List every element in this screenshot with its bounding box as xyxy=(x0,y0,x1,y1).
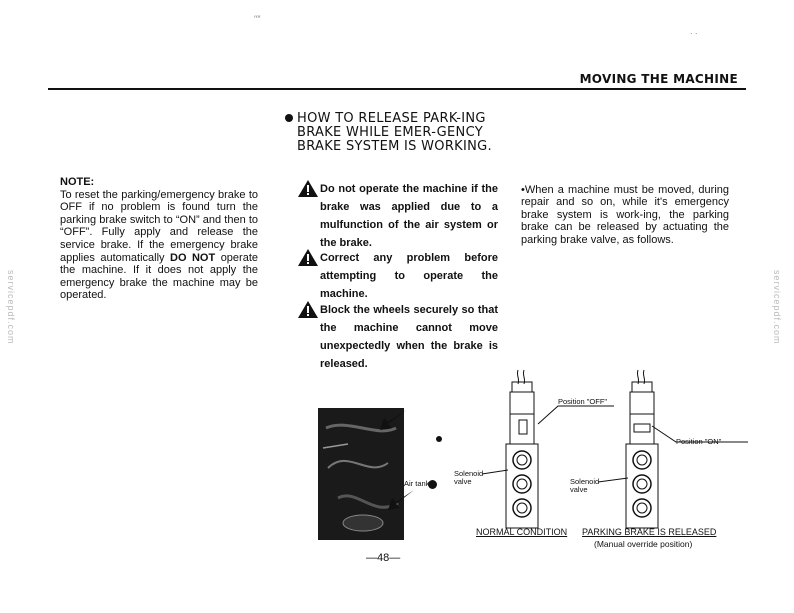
warning-text: Block the wheels securely so that the machine cannot move unexpectedly when the brake is released. xyxy=(320,304,498,370)
warning-item xyxy=(298,301,498,373)
note-label: NOTE: xyxy=(60,176,95,188)
warning-triangle-icon xyxy=(298,180,318,197)
scan-mark-top-right: . . xyxy=(690,26,698,36)
warning-item xyxy=(298,249,498,303)
note-body-part1: To reset the parking/emergency brake to OFF if no problem is found turn the parking brake switch to “ON” and then to “OFF”. Fully apply and release the service brake. If the emergency brake applies automatically xyxy=(60,188,258,264)
leader-line xyxy=(650,422,750,452)
warning-text: Do not operate the machine if the brake was applied due to a mulfunction of the air system or the brake. xyxy=(320,183,498,249)
leader-line xyxy=(536,402,616,428)
header-rule xyxy=(48,88,746,90)
caption-released-sub: (Manual override position) xyxy=(594,539,693,549)
air-tank-label: Air tank xyxy=(404,479,430,488)
right-column-text: •When a machine must be moved, during repair and so on, while it's emergency brake system is work-ing, the parking brake can be released by actuating the parking brake valve, as follows. xyxy=(521,184,729,246)
solenoid-label-1: Solenoid valve xyxy=(454,469,484,486)
leader-line xyxy=(596,474,630,494)
warning-triangle-icon xyxy=(298,249,318,266)
position-on-label: Position "ON" xyxy=(676,437,722,446)
section-title xyxy=(297,112,502,154)
position-off-label: Position "OFF" xyxy=(558,397,608,406)
valve-diagram-normal xyxy=(490,368,550,533)
page-header-title: MOVING THE MACHINE xyxy=(579,72,738,86)
section-title-text: HOW TO RELEASE PARK-ING BRAKE WHILE EMER-GENCY BRAKE SYSTEM IS WORKING. xyxy=(297,111,492,154)
caption-normal: NORMAL CONDITION xyxy=(476,527,568,537)
page-number: —48— xyxy=(366,552,401,564)
watermark-left: servicepdf.com xyxy=(6,270,16,345)
note-emphasis: DO NOT xyxy=(170,251,216,264)
arrow-icon xyxy=(378,408,408,432)
warning-text: Correct any problem before attempting to operate the machine. xyxy=(320,252,498,300)
solenoid-label-2: Solenoid valve xyxy=(570,477,600,494)
caption-released: PARKING BRAKE IS RELEASED xyxy=(582,527,717,537)
bullet-icon xyxy=(285,114,293,122)
note-block xyxy=(60,176,258,302)
dot-mark xyxy=(436,436,442,442)
leader-line xyxy=(480,466,510,486)
warning-item xyxy=(298,180,498,252)
note-body-part2: operate the machine. If it does not apply the emergency brake the machine may be operated. xyxy=(60,251,259,302)
watermark-right: servicepdf.com xyxy=(772,270,782,345)
scan-mark-top: ′′″ xyxy=(254,14,261,24)
arrow-icon xyxy=(386,488,416,512)
warning-triangle-icon xyxy=(298,301,318,318)
